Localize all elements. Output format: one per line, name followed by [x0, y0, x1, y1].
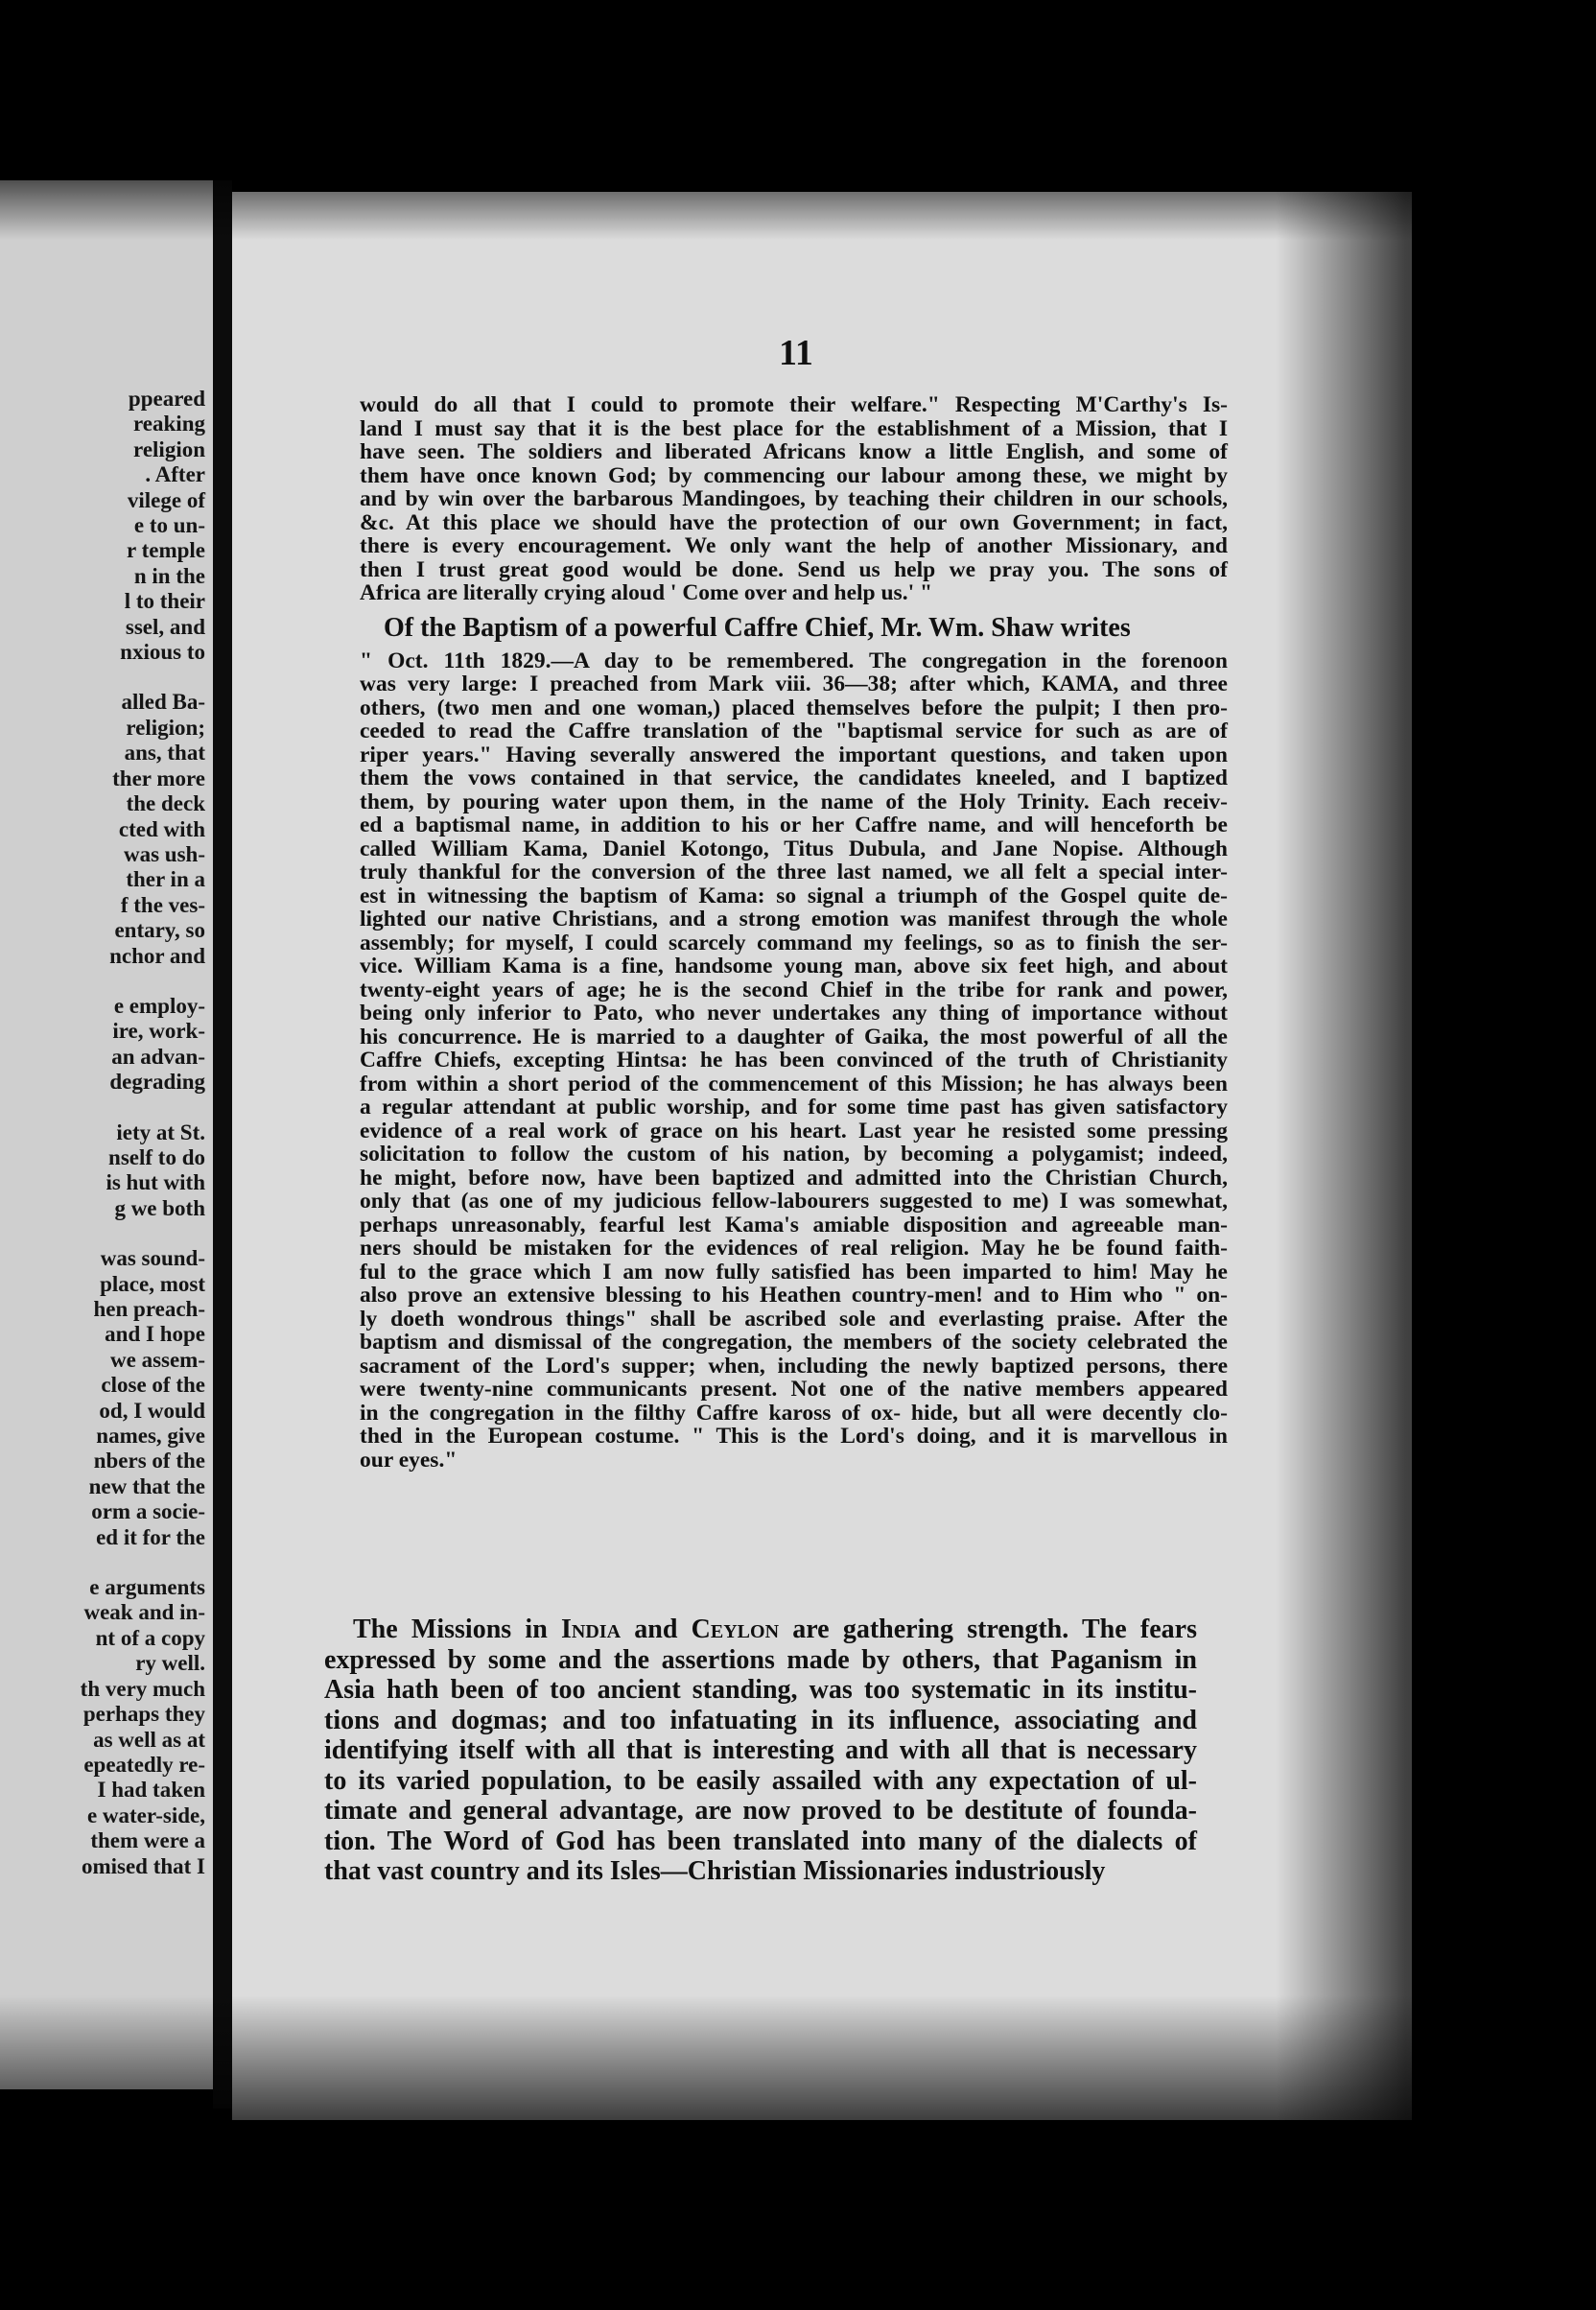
text-line: ful to the grace which I am now fully satisfied has been imparted to him! May he	[360, 1259, 1228, 1285]
text-line: sacrament of the Lord's supper; when, including the newly baptized persons, there	[360, 1353, 1228, 1379]
left-page-line: n in the	[133, 563, 205, 588]
left-page-line: ire, work-	[112, 1019, 205, 1044]
text-line: that vast country and its Isles—Christian Missionaries industriously	[324, 1856, 1106, 1886]
text-line: also prove an extensive blessing to his Heathen country-men! and to Him who " on-	[360, 1283, 1228, 1308]
text-line: them the vows contained in that service, the candidates kneeled, and I baptized	[360, 766, 1228, 790]
text-line: ed a baptismal name, in addition to his or her Caffre name, and will henceforth be	[360, 813, 1228, 837]
left-page-line: g we both	[114, 1195, 205, 1220]
text-line: from within a short period of the commencement of this Mission; he has always been	[360, 1071, 1228, 1096]
left-page	[0, 180, 213, 2089]
left-page-line: e water-side,	[86, 1803, 205, 1827]
left-page-line: was ush-	[123, 841, 205, 866]
paragraph-gap	[0, 1096, 205, 1120]
text-line: truly thankful for the conversion of the three last named, we all felt a special inter-	[360, 860, 1228, 884]
text-line: &c. At this place we should have the protection of our own Government; in fact,	[360, 509, 1228, 535]
paragraph-gap	[0, 1221, 205, 1246]
left-page-line: names, give	[96, 1424, 205, 1449]
text-line: identifying itself with all that is interesting and with all that is necessary	[324, 1735, 1197, 1765]
left-page-line: nself to do	[108, 1144, 205, 1169]
left-page-line: . After	[145, 462, 205, 487]
left-page-line: iety at St.	[116, 1120, 205, 1144]
text-line: Caffre Chiefs, excepting Hintsa: he has been convinced of the truth of Christianity	[360, 1048, 1228, 1072]
missions-paragraph	[324, 1615, 1197, 1887]
india-label: India	[561, 1615, 622, 1644]
left-page-line: nchor and	[109, 943, 205, 968]
left-page-line: th very much	[80, 1676, 205, 1701]
left-page-line: orm a socie-	[91, 1499, 205, 1524]
text-line: a regular attendant at public worship, and for some time past has given satisfactory	[360, 1095, 1228, 1120]
text-line: ners should be mistaken for the evidences of real religion. May he be found faith-	[360, 1236, 1228, 1261]
left-page-line: as well as at	[93, 1727, 205, 1752]
left-page-line: religion	[133, 436, 205, 461]
text-line: tions and dogmas; and too infatuating in its influence, associating and	[324, 1705, 1197, 1735]
left-page-line: an advan-	[111, 1044, 205, 1069]
text-line: then I trust great good would be done. Send us help we pray you. The sons of	[360, 556, 1228, 582]
paragraph-gap	[0, 665, 205, 690]
left-page-line: the deck	[126, 791, 205, 816]
left-page-line: ed it for the	[96, 1524, 205, 1549]
text-line: there is every encouragement. We only want the help of another Missionary, and	[360, 533, 1228, 558]
text-line: would do all that I could to promote their welfare." Respecting M'Carthy's Is-	[360, 392, 1228, 417]
left-page-line: we assem-	[110, 1347, 205, 1372]
left-page-line: entary, so	[114, 918, 205, 943]
text-line: being only inferior to Pato, who never undertakes any thing of importance without	[360, 1001, 1228, 1025]
text-line: others, (two men and one woman,) placed themselves before the pulpit; I then pro-	[360, 695, 1228, 720]
left-page-line: e employ-	[113, 993, 205, 1018]
text-line: was very large: I preached from Mark viii. 36—38; after which, KAMA, and three	[360, 672, 1228, 696]
text-line: perhaps unreasonably, fearful lest Kama's amiable disposition and agreeable man-	[360, 1212, 1228, 1238]
text-line: were twenty-nine communicants present. Not one of the native members appeared	[360, 1377, 1228, 1402]
text-line: them have once known God; by commencing our labour among these, we might by	[360, 462, 1228, 488]
text-line: ceeded to read the Caffre translation of the "baptismal service for such as are of	[360, 719, 1228, 743]
left-page-line: I had taken	[97, 1778, 205, 1803]
text-line: " Oct. 11th 1829.—A day to be remembered. The congregation in the forenoon	[360, 648, 1228, 673]
text-line: his concurrence. He is married to a daughter of Gaika, the most powerful of all the	[360, 1024, 1228, 1049]
paragraph-gap	[0, 1550, 205, 1575]
baptism-account	[360, 649, 1228, 1473]
left-page-line: nxious to	[120, 640, 205, 665]
left-page-line: religion;	[126, 715, 205, 740]
left-page-line: l to their	[124, 589, 205, 614]
left-page-line: ppeared	[128, 387, 205, 411]
text-line: riper years." Having severally answered the important questions, and taken upon	[360, 742, 1228, 767]
text-line: called William Kama, Daniel Kotongo, Titus Dubula, and Jane Nopise. Although	[360, 836, 1228, 861]
text-line: est in witnessing the baptism of Kama: so signal a triumph of the Gospel quite de-	[360, 883, 1228, 908]
text-line: assembly; for myself, I could scarcely command my feelings, so as to finish the ser-	[360, 930, 1228, 955]
left-page-line: reaking	[133, 412, 205, 436]
missions-first-line: The Missions in India and Ceylon are gathering strength. The fears	[353, 1615, 1197, 1644]
left-page-line: r temple	[127, 538, 205, 563]
page-number: 11	[779, 333, 813, 373]
right-shadow	[1276, 192, 1563, 2120]
left-page-line: ssel, and	[125, 614, 205, 639]
left-page-line: and I hope	[105, 1322, 205, 1347]
left-page-line: ther more	[112, 766, 205, 790]
left-page-line: weak and in-	[83, 1600, 205, 1625]
left-page-line: nt of a copy	[95, 1625, 205, 1650]
body-text	[360, 393, 1228, 1472]
text-line: twenty-eight years of age; he is the second Chief in the tribe for rank and power,	[360, 977, 1228, 1002]
left-page-line: new that the	[88, 1473, 205, 1498]
left-page-line: e arguments	[89, 1575, 205, 1600]
text-line: expressed by some and the assertions made by others, that Paganism in	[324, 1644, 1197, 1675]
left-page-line: ther in a	[126, 867, 205, 892]
book-gutter	[213, 180, 232, 2109]
text-line: he might, before now, have been baptized and admitted into the Christian Church,	[360, 1165, 1228, 1190]
paragraph-gap	[0, 969, 205, 994]
text-line: have seen. The soldiers and liberated Africans know a little English, and some of	[360, 439, 1228, 464]
left-page-line: close of the	[101, 1373, 205, 1398]
text-line: in the congregation in the filthy Caffre kaross of ox- hide, but all were decently clo-	[360, 1400, 1228, 1426]
first-section	[360, 393, 1228, 605]
left-page-line: od, I would	[99, 1398, 205, 1423]
text-line: baptism and dismissal of the congregation, the members of the society celebrated the	[360, 1330, 1228, 1355]
section-heading: Of the Baptism of a powerful Caffre Chief, Mr. Wm. Shaw writes	[384, 612, 1131, 643]
text-line: them, by pouring water upon them, in the name of the Holy Trinity. Each receiv-	[360, 789, 1228, 814]
left-page-line: place, most	[100, 1271, 205, 1296]
text-line: vice. William Kama is a fine, handsome young man, above six feet high, and about	[360, 954, 1228, 978]
left-page-line: e to un-	[133, 513, 205, 538]
ceylon-label: Ceylon	[691, 1615, 780, 1644]
missions-lines	[324, 1645, 1197, 1887]
left-page-line: cted with	[118, 816, 205, 841]
left-page-line: hen preach-	[93, 1297, 205, 1321]
text-line: solicitation to follow the custom of his nation, by becoming a polygamist; indeed,	[360, 1142, 1228, 1167]
left-page-line: ry well.	[135, 1651, 205, 1676]
text-line: evidence of a real work of grace on his heart. Last year he resisted some pressing	[360, 1118, 1228, 1143]
text-line: only that (as one of my judicious fellow-labourers suggested to me) I was somewhat,	[360, 1189, 1228, 1214]
left-page-text	[0, 387, 205, 1879]
left-page-line: them were a	[90, 1828, 205, 1853]
bottom-shadow	[0, 1995, 1596, 2310]
left-page-line: perhaps they	[82, 1702, 205, 1727]
left-page-line: omised that I	[81, 1853, 205, 1878]
text-line: ly doeth wondrous things" shall be ascribed sole and everlasting praise. After the	[360, 1306, 1228, 1332]
left-page-line: ans, that	[124, 741, 205, 766]
left-page-line: is hut with	[106, 1170, 205, 1195]
left-page-line: epeatedly re-	[83, 1752, 205, 1777]
text-line: Asia hath been of too ancient standing, was too systematic in its institu-	[324, 1675, 1197, 1705]
text-line: lighted our native Christians, and a strong emotion was manifest through the whole	[360, 907, 1228, 931]
text-line: and by win over the barbarous Mandingoes, by teaching their children in our schools,	[360, 486, 1228, 511]
text-line: timate and general advantage, are now proved to be destitute of founda-	[324, 1796, 1197, 1826]
left-page-line: f the ves-	[120, 892, 205, 917]
text-line: land I must say that it is the best place for the establishment of a Mission, that I	[360, 415, 1228, 441]
text-line: Africa are literally crying aloud ' Come over and help us.' "	[360, 580, 933, 605]
left-page-line: degrading	[109, 1070, 205, 1095]
left-page-line: was sound-	[100, 1246, 205, 1271]
text-line: thed in the European costume. " This is the Lord's doing, and it is marvellous in	[360, 1424, 1228, 1449]
text-line: tion. The Word of God has been translated into many of the dialects of	[324, 1826, 1197, 1856]
left-page-line: vilege of	[127, 487, 205, 512]
text-line: to its varied population, to be easily assailed with any expectation of ul-	[324, 1765, 1197, 1796]
left-page-line: alled Ba-	[121, 690, 205, 715]
left-page-line: nbers of the	[93, 1449, 205, 1473]
text-line: our eyes."	[360, 1447, 458, 1473]
